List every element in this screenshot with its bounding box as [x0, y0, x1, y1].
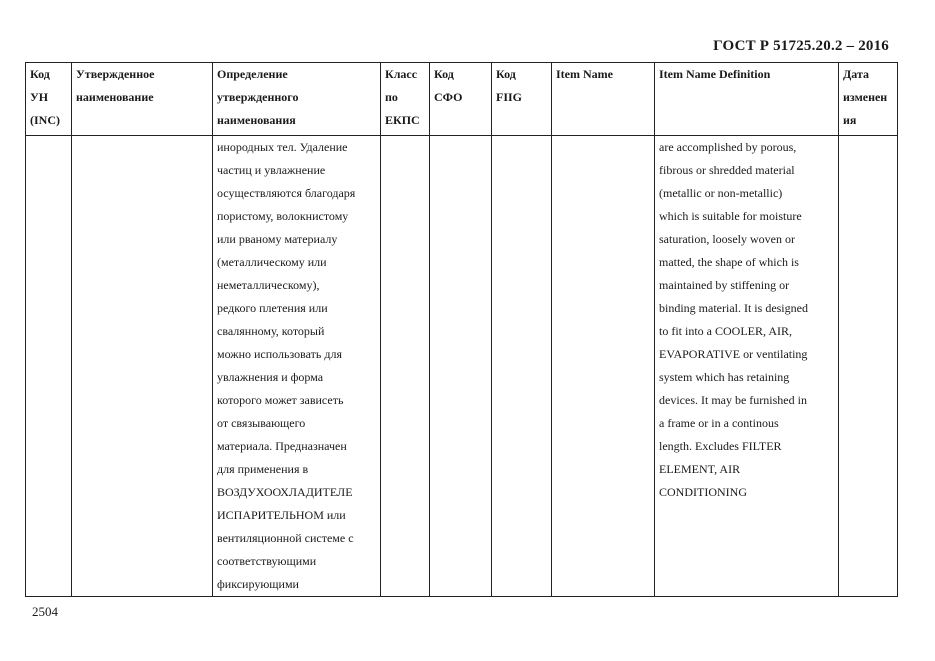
text-line: fibrous or shredded material — [659, 163, 795, 177]
text-line: неметаллическому), — [217, 278, 320, 292]
text-line: или рваному материалу — [217, 232, 338, 246]
document-standard-code: ГОСТ Р 51725.20.2 – 2016 — [713, 38, 889, 54]
text-line: saturation, loosely woven or — [659, 232, 795, 246]
header-line: изменен — [843, 90, 888, 104]
table-row — [26, 136, 898, 597]
classification-table — [25, 62, 898, 597]
header-item-name-definition — [655, 63, 839, 136]
header-line: наименования — [217, 113, 296, 127]
text-line: инородных тел. Удаление — [217, 140, 348, 154]
header-line: Код — [496, 67, 516, 81]
cell-fiig-code — [492, 136, 552, 597]
header-line: Определение — [217, 67, 288, 81]
text-line: материала. Предназначен — [217, 439, 347, 453]
text-line: для применения в — [217, 462, 309, 476]
header-item-name — [552, 63, 655, 136]
text-line: ВОЗДУХООХЛАДИТЕЛЕ — [217, 485, 353, 499]
header-line: Утвержденное — [76, 67, 155, 81]
cell-definition-ru — [213, 136, 381, 597]
header-line: Item Name Definition — [659, 67, 771, 81]
header-line: ия — [843, 113, 857, 127]
text-line: редкого плетения или — [217, 301, 328, 315]
text-line: binding material. It is designed — [659, 301, 808, 315]
table-header-row — [26, 63, 898, 136]
text-line: which is suitable for moisture — [659, 209, 802, 223]
text-line: matted, the shape of which is — [659, 255, 799, 269]
text-line: пористому, волокнистому — [217, 209, 349, 223]
page-number: 2504 — [32, 604, 58, 619]
cell-change-date — [839, 136, 898, 597]
header-line: Код — [434, 67, 454, 81]
header-fiig-code — [492, 63, 552, 136]
definition-ru-text — [217, 136, 376, 596]
text-line: увлажнения и форма — [217, 370, 324, 384]
text-line: осуществляются благодаря — [217, 186, 356, 200]
header-line: (INC) — [30, 113, 60, 127]
text-line: to fit into a COOLER, AIR, — [659, 324, 792, 338]
header-line: УН — [30, 90, 49, 104]
cell-definition-en — [655, 136, 839, 597]
text-line: соответствующими — [217, 554, 317, 568]
text-line: CONDITIONING — [659, 485, 747, 499]
text-line: maintained by stiffening or — [659, 278, 790, 292]
text-line: system which has retaining — [659, 370, 790, 384]
text-line: которого может зависеть — [217, 393, 344, 407]
text-line: ELEMENT, AIR — [659, 462, 741, 476]
header-approved-name — [72, 63, 213, 136]
cell-ekps-class — [381, 136, 430, 597]
header-line: утвержденного — [217, 90, 299, 104]
header-definition-ru — [213, 63, 381, 136]
header-sfo-code — [430, 63, 492, 136]
text-line: фиксирующими — [217, 577, 299, 591]
text-line: частиц и увлажнение — [217, 163, 326, 177]
text-line: свалянному, который — [217, 324, 325, 338]
text-line: (металлическому или — [217, 255, 327, 269]
text-line: от связывающего — [217, 416, 306, 430]
text-line: devices. It may be furnished in — [659, 393, 807, 407]
header-line: наименование — [76, 90, 154, 104]
header-line: FIIG — [496, 90, 523, 104]
header-inc-code — [26, 63, 72, 136]
header-line: Дата — [843, 67, 869, 81]
cell-approved-name — [72, 136, 213, 597]
header-line: Item Name — [556, 67, 613, 81]
header-line: СФО — [434, 90, 463, 104]
cell-sfo-code — [430, 136, 492, 597]
header-line: Код — [30, 67, 50, 81]
definition-en-text — [659, 136, 834, 504]
header-line: по — [385, 90, 398, 104]
text-line: EVAPORATIVE or ventilating — [659, 347, 808, 361]
cell-inc-code — [26, 136, 72, 597]
text-line: (metallic or non-metallic) — [659, 186, 783, 200]
text-line: length. Excludes FILTER — [659, 439, 782, 453]
text-line: можно использовать для — [217, 347, 343, 361]
text-line: a frame or in a continous — [659, 416, 779, 430]
text-line: ИСПАРИТЕЛЬНОМ или — [217, 508, 346, 522]
header-line: Класс — [385, 67, 418, 81]
header-line: ЕКПС — [385, 113, 420, 127]
header-ekps-class — [381, 63, 430, 136]
cell-item-name — [552, 136, 655, 597]
text-line: are accomplished by porous, — [659, 140, 797, 154]
header-change-date — [839, 63, 898, 136]
text-line: вентиляционной системе с — [217, 531, 354, 545]
